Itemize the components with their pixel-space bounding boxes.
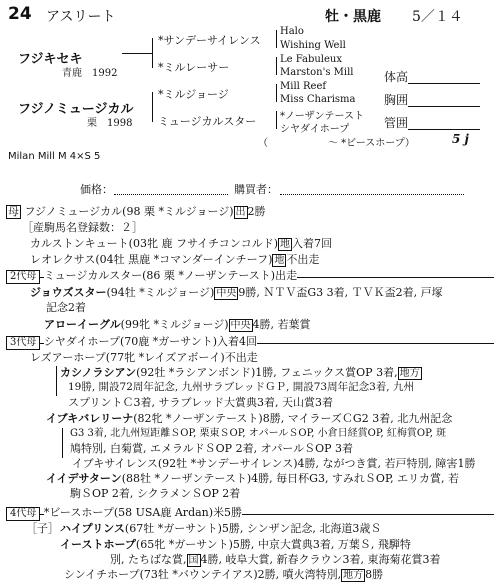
gp-6: Miss Charisma (280, 94, 356, 105)
third-dam-line-4: 19勝, 開設72周年記念, 九州サラブレッドＧＰ, 開設73周年記念3着, 九州 (68, 381, 414, 393)
pedigree-line (276, 30, 277, 48)
shinichi-hope-badge: 地方 (343, 570, 364, 581)
second-dam-tag: 2代母 (6, 270, 40, 284)
second-dam-line-3: 記念2着 (46, 301, 86, 314)
gp-1: Halo (280, 26, 304, 37)
inbreeding: Milan Mill M 4×S 5 (8, 151, 101, 162)
offspring-1-badge: 地 (280, 239, 291, 250)
dam-name: フジノミュージカル (18, 102, 134, 117)
dam-color-year: 栗 1998 (87, 118, 133, 129)
cannon-label: 管囲 (384, 116, 409, 130)
second-dam-text: ミュージカルスター(86 栗 *ノーザンテースト)出走 (43, 269, 298, 282)
high-prince-name: ハイプリンス (60, 522, 125, 535)
family-number: 5 j (452, 132, 469, 146)
lot-number: 24 (8, 4, 32, 24)
dam-mark: 母 (8, 205, 19, 218)
height-field-line[interactable] (408, 83, 480, 84)
pedigree-line (152, 38, 153, 68)
fourth-dam-text: *ビースホープ(58 USA鹿 Ardan)米5勝 (43, 506, 243, 519)
gp-3: Le Fabuleux (280, 54, 342, 65)
gp-2: Wishing Well (280, 40, 346, 51)
east-hope-badge: 国 (188, 555, 199, 566)
offspring-2-tail: 不出走 (286, 253, 320, 266)
pedigree-line (276, 111, 277, 129)
jozu-star-text: (94牡 *ミルジョージ) (106, 286, 215, 299)
sire-sire: *サンデーサイレンス (158, 34, 261, 47)
shinichi-hope-text: シンイチホープ(73牡 *バウンテイアス)2勝, 噴火湾特別, (64, 568, 342, 581)
kashino-russian-badge: 地方 (399, 368, 420, 379)
cannon-field-line[interactable] (408, 129, 480, 130)
dam-line-2: ［産駒馬名登録数：２］ (22, 221, 143, 234)
third-dam-text: シヤダイホープ(70鹿 *ガーサント)入着4回 (43, 335, 258, 348)
offspring-2-badge: 地 (274, 255, 285, 266)
kashino-russian-text: (92牡 *ラシアンボンド)1勝, フェニックス賞OP 3着, (136, 366, 398, 379)
pedigree-line (152, 92, 153, 122)
second-dam-line-2 (30, 285, 443, 301)
descendant-bracket (56, 366, 57, 396)
third-dam-line-8: 鳩特別, 白菊賞, エメラルドＳOP 2着, オパールＳOP 3着 (70, 442, 354, 455)
fourth-dam-line-3 (60, 537, 411, 552)
pedigree-line (276, 57, 277, 75)
third-dam-line-6 (46, 411, 452, 426)
arrow-eagle-badge: 中央 (230, 320, 251, 331)
fourth-dam-line-1 (6, 505, 242, 521)
arrow-eagle-tail: 4勝, 若葉賞 (252, 318, 311, 331)
iide-saturn-name: イイデサターン (46, 472, 122, 485)
dam-text: フジノミュージカル(98 栗 *ミルジョージ) (24, 205, 234, 218)
second-dam-line-1 (6, 268, 297, 284)
iide-saturn-text: (88牡 *ノーザンテースト)4勝, 毎日杯G3, すみれＳOP, エリカ賞, 若 (121, 472, 459, 485)
third-dam-line-1 (6, 334, 257, 350)
dam-badge: 出 (235, 207, 246, 218)
sire-dam: *ミルレーサー (158, 61, 230, 74)
arrow-eagle-name: アローイーグル (44, 318, 121, 331)
second-dam-line-4 (44, 317, 311, 333)
offspring-1: カルストンキュート(03牝 鹿 フサイチコンコルド) (30, 237, 279, 250)
east-hope-text: (65牝 *ガーサント)5勝, 中京大賞典3着, 万葉Ｓ, 飛騨特 (135, 538, 411, 551)
fourth-dam-child-tag: ［子］ (26, 522, 59, 535)
offspring-1-tail: 入着7回 (292, 237, 333, 250)
dam-line-1 (6, 204, 266, 220)
girth-field-line[interactable] (408, 106, 480, 107)
offspring-2: レオレクサス(04牡 黒鹿 *コマンダーインチーフ) (30, 253, 273, 266)
third-dam-line-2: レズアーホープ(77牝 *レイズアボーイ)不出走 (30, 351, 258, 364)
descendant-bracket (62, 428, 63, 458)
dam-line-3 (30, 236, 332, 252)
arrow-eagle-text: (99牝 *ミルジョージ) (120, 318, 229, 331)
fourth-dam-line-2 (60, 521, 381, 536)
third-dam-line-9: イブキサイレンス(92牡 *サンデーサイレンス)4勝, ながつき賞, 若戸特別, 障害1勝 (72, 457, 476, 470)
buyer-label: 購買者： (234, 183, 278, 196)
pedigree-line (122, 53, 152, 54)
third-dam-line-3 (60, 365, 422, 381)
ibuki-ballerina-text: (82牝 *ノーザンテースト)8勝, マイラーズＣG2 3着, 北九州記念 (133, 412, 453, 425)
height-label: 体高 (384, 70, 409, 84)
dam-dam: ミュージカルスター (158, 115, 257, 128)
ibuki-ballerina-name: イブキバレリーナ (46, 412, 134, 425)
jozu-star-name: ジョウズスター (30, 286, 107, 299)
price-field-line[interactable] (114, 194, 228, 195)
high-prince-text: (67牡 *ガーサント)5勝, シンザン記念, 北海道3歳Ｓ (124, 522, 382, 535)
jozu-star-badge: 中央 (216, 288, 237, 299)
gp-8: シヤダイホープ (280, 124, 350, 135)
fourth-dam-tag: 4代母 (6, 507, 40, 521)
third-dam-line-5: スプリントＣ3着, サラブレッド大賞典3着, 天山賞3着 (68, 396, 333, 409)
sire-color-year: 青鹿 1992 (62, 68, 118, 79)
east-hope-cont: 別, たちばな賞, (110, 553, 187, 566)
sex-color: 牡・黒鹿 (325, 9, 381, 25)
fourth-dam-line-4 (110, 552, 440, 568)
third-dam-line-11: 駒ＳOP 2着, シクラメンＳOP 2着 (70, 487, 241, 500)
horse-name: アスリート (46, 9, 116, 25)
dam-tail: 2勝 (247, 205, 266, 218)
shinichi-hope-tail: 8勝 (365, 568, 384, 581)
gp-4: Marston's Mill (280, 67, 354, 78)
east-hope-name: イーストホープ (60, 538, 136, 551)
third-dam-line-7: G3 3着, 北九州短距離ＳOP, 栗東ＳOP, オパールＳOP, 小倉日経賞OP, 紅梅賞OP, 斑 (70, 428, 447, 439)
fourth-dam-line-5 (64, 567, 383, 583)
gp-5: Mill Reef (280, 81, 327, 92)
dam-line-4 (30, 252, 319, 268)
east-hope-tail: 4勝, 岐阜大賞, 新春クラウン3着, 東海菊花賞3着 (200, 553, 441, 566)
birth-date: 5／１４ (412, 9, 463, 25)
third-dam-line-10 (46, 471, 459, 486)
pedigree-line (276, 84, 277, 102)
buyer-field-line[interactable] (280, 194, 464, 195)
kashino-russian-name: カシノラシアン (60, 366, 137, 379)
dam-sire: *ミルジョージ (158, 88, 229, 101)
third-dam-tag: 3代母 (6, 336, 40, 350)
gp-note: （ ～ *ビースホープ） (258, 138, 415, 149)
sire-name: フジキセキ (18, 52, 83, 67)
jozu-star-tail: 9勝, ＮＴＶ盃G3 3着, ＴＶＫ盃2着, 戸塚 (238, 286, 443, 299)
gp-7: *ノーザンテースト (280, 111, 364, 122)
girth-label: 胸囲 (384, 93, 409, 107)
price-label: 価格： (80, 183, 113, 196)
